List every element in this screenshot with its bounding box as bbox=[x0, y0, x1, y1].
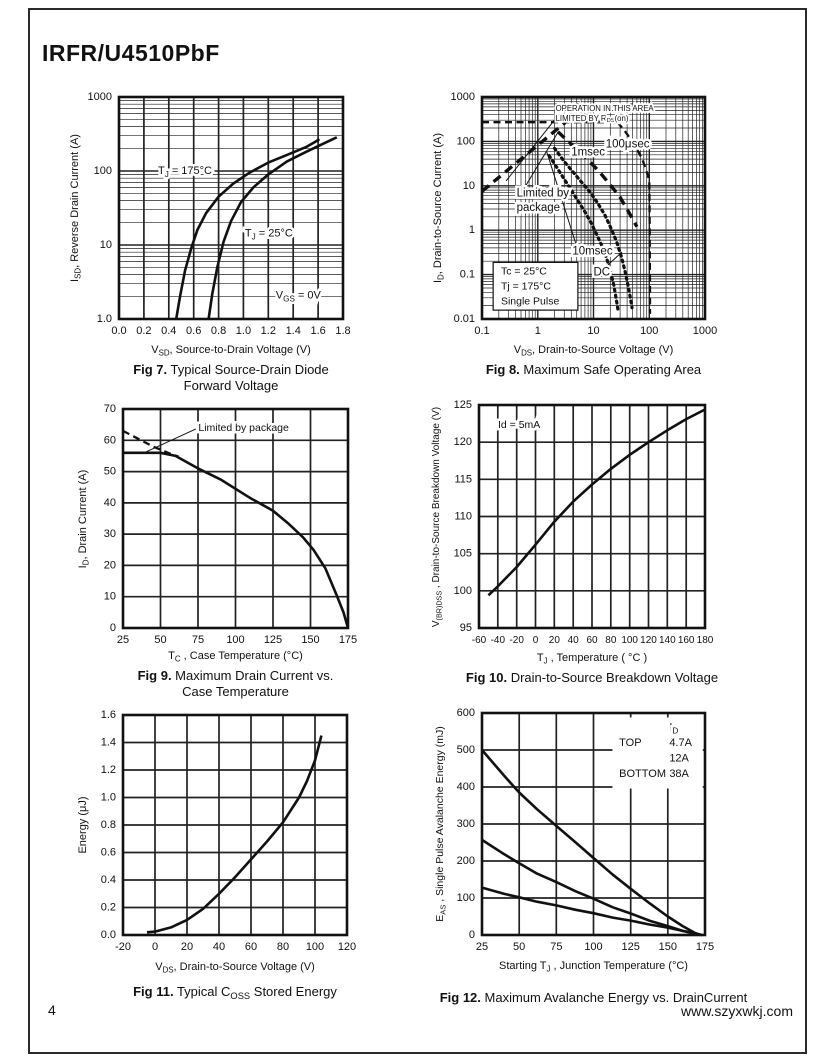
svg-text:1.4: 1.4 bbox=[100, 736, 116, 749]
svg-text:0.01: 0.01 bbox=[453, 313, 475, 325]
svg-text:1msec: 1msec bbox=[571, 146, 606, 159]
svg-text:115: 115 bbox=[454, 473, 472, 486]
svg-text:Limited by: Limited by bbox=[516, 187, 569, 200]
svg-text:75: 75 bbox=[191, 634, 205, 646]
svg-text:package: package bbox=[516, 202, 561, 215]
svg-text:1.6: 1.6 bbox=[310, 325, 326, 337]
fig11-plot-area bbox=[100, 709, 357, 953]
svg-text:1: 1 bbox=[468, 224, 475, 237]
svg-text:1.8: 1.8 bbox=[335, 325, 351, 337]
fig11-y-axis-label: Energy (μJ) bbox=[77, 796, 89, 854]
fig8-safe-operating-area-chart bbox=[432, 91, 718, 377]
website-url: www.szyxwkj.com bbox=[680, 1003, 793, 1019]
svg-text:1000: 1000 bbox=[450, 91, 475, 103]
svg-text:100: 100 bbox=[584, 941, 603, 953]
svg-text:100: 100 bbox=[226, 634, 245, 646]
svg-text:0.4: 0.4 bbox=[161, 325, 177, 337]
fig10-plot-area bbox=[453, 399, 714, 646]
svg-text:-20: -20 bbox=[115, 941, 131, 953]
svg-text:1.0: 1.0 bbox=[96, 313, 112, 325]
svg-text:40: 40 bbox=[212, 941, 226, 953]
svg-text:0.1: 0.1 bbox=[474, 325, 490, 337]
svg-text:10: 10 bbox=[587, 325, 600, 337]
svg-text:Id = 5mA: Id = 5mA bbox=[497, 419, 541, 432]
svg-text:Single Pulse: Single Pulse bbox=[500, 295, 560, 308]
svg-text:10: 10 bbox=[103, 590, 116, 603]
svg-text:40: 40 bbox=[103, 496, 116, 509]
fig9-max-drain-current-chart bbox=[77, 403, 358, 699]
fig12-x-axis-label: Starting $T_J$ , Junction Temperature (°C) bbox=[499, 960, 688, 974]
svg-text:Tj = 175°C: Tj = 175°C bbox=[500, 280, 551, 293]
svg-text:400: 400 bbox=[456, 781, 475, 793]
svg-text:-60: -60 bbox=[471, 634, 487, 646]
svg-text:VGS = 0V: $V_{GS} = 0V$ bbox=[275, 289, 321, 304]
svg-text:75: 75 bbox=[550, 941, 563, 953]
svg-text:100: 100 bbox=[640, 325, 659, 337]
svg-text:110: 110 bbox=[454, 510, 472, 523]
svg-text:120: 120 bbox=[453, 436, 472, 449]
svg-text:50: 50 bbox=[154, 634, 167, 646]
svg-text:150: 150 bbox=[658, 941, 678, 953]
svg-text:100: 100 bbox=[621, 634, 639, 646]
svg-text:ID: $I_D$ bbox=[669, 721, 679, 735]
svg-text:160: 160 bbox=[677, 634, 695, 646]
fig10-y-axis-label: $V_{(BR)DSS}$ , Drain-to-Source Breakdown Voltage (V) bbox=[431, 406, 444, 628]
svg-text:600: 600 bbox=[456, 707, 475, 719]
svg-text:30: 30 bbox=[103, 528, 116, 541]
fig12-y-axis-label: $E_{AS}$ , Single Pulse Avalanche Energy (mJ) bbox=[434, 726, 448, 922]
svg-text:4.7A: 4.7A bbox=[669, 736, 692, 749]
svg-text:200: 200 bbox=[456, 855, 475, 867]
fig11-x-axis-label: $V_{DS}$, Drain-to-Source Voltage (V) bbox=[155, 961, 315, 975]
svg-text:175: 175 bbox=[338, 634, 358, 646]
svg-text:80: 80 bbox=[276, 941, 290, 953]
fig11-caption: Fig 11. Typical $C_{OSS}$ Stored Energy bbox=[133, 984, 337, 1001]
svg-text:105: 105 bbox=[453, 547, 472, 560]
svg-text:1000: 1000 bbox=[692, 325, 718, 337]
svg-text:95: 95 bbox=[459, 622, 472, 634]
svg-text:1000: 1000 bbox=[87, 91, 112, 103]
svg-text:0: 0 bbox=[151, 941, 159, 953]
svg-text:150: 150 bbox=[301, 634, 320, 646]
svg-text:500: 500 bbox=[456, 744, 475, 756]
fig8-caption: Fig 8. Maximum Safe Operating Area bbox=[485, 362, 702, 377]
fig7-y-axis-label: $I_{SD}$, Reverse Drain Current (A) bbox=[69, 134, 83, 282]
svg-text:1: 1 bbox=[534, 325, 541, 337]
svg-text:10: 10 bbox=[462, 179, 475, 192]
svg-text:100: 100 bbox=[456, 135, 475, 148]
svg-text:0: 0 bbox=[468, 929, 475, 941]
svg-text:-20: -20 bbox=[509, 634, 524, 646]
svg-text:0.6: 0.6 bbox=[100, 846, 116, 859]
svg-text:125: 125 bbox=[453, 399, 472, 411]
svg-text:1.6: 1.6 bbox=[100, 709, 116, 721]
svg-text:1.2: 1.2 bbox=[100, 764, 116, 776]
svg-text:DC: DC bbox=[593, 266, 611, 279]
svg-text:100μsec: 100μsec bbox=[605, 138, 650, 151]
svg-text:Tc = 25°C: Tc = 25°C bbox=[500, 265, 547, 278]
svg-text:0.8: 0.8 bbox=[100, 819, 116, 831]
svg-text:BOTTOM: BOTTOM bbox=[619, 767, 667, 780]
document-title: IRFR/U4510PbF bbox=[42, 40, 220, 66]
fig8-y-axis-label: $I_D$, Drain-to-Source Current (A) bbox=[432, 133, 446, 283]
svg-text:20: 20 bbox=[548, 634, 560, 646]
svg-text:38A: 38A bbox=[669, 767, 689, 780]
fig9-y-axis-label: $I_D$, Drain Current (A) bbox=[77, 469, 91, 569]
page-number: 4 bbox=[48, 1002, 56, 1018]
svg-text:20: 20 bbox=[180, 941, 194, 953]
svg-text:120: 120 bbox=[640, 634, 657, 646]
svg-text:100: 100 bbox=[456, 892, 475, 904]
svg-text:-40: -40 bbox=[490, 634, 506, 646]
svg-text:10: 10 bbox=[99, 239, 112, 251]
fig7-source-drain-diode-chart bbox=[69, 91, 351, 393]
fig10-x-axis-label: $T_J$ , Temperature ( °C ) bbox=[536, 652, 648, 666]
svg-text:40: 40 bbox=[567, 634, 579, 646]
svg-text:TJ = 25°C: $T_J = 25^\circ C$ bbox=[244, 227, 293, 242]
fig12-avalanche-energy-chart bbox=[434, 707, 748, 1005]
svg-text:50: 50 bbox=[103, 465, 116, 478]
fig9-x-axis-label: $T_C$ , Case Temperature (°C) bbox=[168, 650, 303, 664]
svg-text:0.6: 0.6 bbox=[186, 325, 202, 337]
svg-text:TJ = 175°C: $T_J = 175^\circ C$ bbox=[157, 164, 213, 179]
svg-text:Limited by package: Limited by package bbox=[198, 422, 289, 435]
svg-text:70: 70 bbox=[103, 403, 116, 415]
svg-text:140: 140 bbox=[658, 634, 676, 646]
svg-text:25: 25 bbox=[475, 941, 489, 953]
svg-text:OPERATION IN THIS AREA: OPERATION IN THIS AREA bbox=[555, 103, 654, 113]
svg-text:50: 50 bbox=[513, 941, 526, 953]
svg-text:20: 20 bbox=[103, 559, 116, 572]
svg-text:0.4: 0.4 bbox=[100, 874, 116, 886]
fig12-plot-area bbox=[456, 707, 715, 953]
svg-text:100: 100 bbox=[305, 941, 325, 953]
svg-text:0.1: 0.1 bbox=[459, 268, 475, 281]
svg-text:100: 100 bbox=[93, 165, 112, 177]
svg-text:12A: 12A bbox=[669, 752, 689, 765]
svg-text:120: 120 bbox=[337, 941, 357, 953]
svg-text:25: 25 bbox=[116, 634, 130, 646]
svg-text:1.0: 1.0 bbox=[235, 325, 252, 337]
svg-text:0.0: 0.0 bbox=[100, 929, 116, 941]
svg-text:0.2: 0.2 bbox=[100, 901, 116, 914]
svg-text:60: 60 bbox=[103, 434, 116, 447]
svg-text:100: 100 bbox=[453, 584, 472, 597]
svg-text:60: 60 bbox=[586, 634, 598, 646]
fig11-coss-stored-energy-chart bbox=[77, 709, 357, 1001]
svg-text:60: 60 bbox=[244, 941, 258, 953]
svg-text:1.4: 1.4 bbox=[285, 325, 301, 337]
fig7-caption: Fig 7. Typical Source-Drain Diode Forward Voltage bbox=[133, 362, 329, 393]
fig12-caption: Fig 12. Maximum Avalanche Energy vs. DrainCurrent bbox=[439, 990, 748, 1005]
fig7-plot-area bbox=[87, 91, 351, 337]
fig9-plot-area bbox=[103, 403, 358, 646]
svg-text:80: 80 bbox=[605, 634, 617, 646]
svg-text:125: 125 bbox=[621, 941, 640, 953]
svg-text:180: 180 bbox=[696, 634, 714, 646]
svg-text:0.8: 0.8 bbox=[210, 325, 227, 337]
svg-text:1.0: 1.0 bbox=[100, 791, 116, 804]
svg-text:0.2: 0.2 bbox=[136, 325, 152, 337]
svg-text:1.2: 1.2 bbox=[260, 325, 276, 337]
fig7-x-axis-label: $V_{SD}$, Source-to-Drain Voltage (V) bbox=[151, 344, 311, 358]
svg-text:LIMITED BY RDS(on): LIMITED BY $R_{DS}(on)$ bbox=[555, 113, 629, 125]
svg-text:125: 125 bbox=[263, 634, 283, 646]
fig10-caption: Fig 10. Drain-to-Source Breakdown Voltage bbox=[465, 670, 719, 685]
svg-text:0.0: 0.0 bbox=[111, 325, 127, 337]
svg-text:10msec: 10msec bbox=[572, 245, 613, 258]
fig8-plot-area bbox=[450, 91, 718, 337]
svg-text:0: 0 bbox=[109, 622, 116, 634]
svg-text:TOP: TOP bbox=[619, 736, 642, 749]
fig8-x-axis-label: $V_{DS}$, Drain-to-Source Voltage (V) bbox=[513, 344, 674, 358]
fig10-breakdown-voltage-chart bbox=[431, 399, 719, 685]
fig9-caption: Fig 9. Maximum Drain Current vs. Case Temperature bbox=[137, 668, 334, 699]
svg-text:300: 300 bbox=[456, 818, 475, 830]
svg-text:175: 175 bbox=[695, 941, 715, 953]
svg-text:0: 0 bbox=[532, 634, 539, 646]
